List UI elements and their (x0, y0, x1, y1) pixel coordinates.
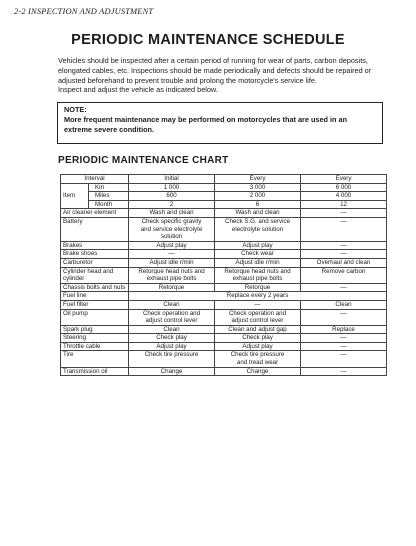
table-row (61, 325, 387, 334)
table-header-row (61, 175, 387, 184)
cell: Change (215, 367, 301, 376)
cell: Retorque (129, 283, 215, 292)
cell: Check play (129, 334, 215, 343)
cell: Clean (129, 325, 215, 334)
cell: — (301, 342, 387, 351)
chart-title: PERIODIC MAINTENANCE CHART (58, 155, 229, 166)
table-row (61, 367, 387, 376)
cell: Wash and clean (215, 209, 301, 218)
cell: Check tire pressure (129, 351, 215, 367)
cell: — (301, 283, 387, 292)
item-cell: Air cleaner element (61, 209, 129, 218)
cell: 4 000 (301, 192, 387, 201)
cell: 2 000 (215, 192, 301, 201)
table-row (61, 309, 387, 325)
page-title: PERIODIC MAINTENANCE SCHEDULE (71, 32, 345, 48)
maintenance-table (60, 174, 387, 376)
col-every-header-2: Every (301, 175, 387, 184)
cell: 6 000 (301, 183, 387, 192)
cell: 12 (301, 200, 387, 209)
table-row (61, 200, 387, 209)
cell: 3 000 (215, 183, 301, 192)
table-row (61, 183, 387, 192)
cell: Check wear (215, 250, 301, 259)
page-header: 2-2 INSPECTION AND ADJUSTMENT (14, 7, 154, 16)
item-cell: Transmission oil (61, 367, 129, 376)
table-row (61, 334, 387, 343)
cell: — (301, 351, 387, 367)
cell: Retorque head nuts and exhaust pipe bolts (129, 267, 215, 283)
table-row (61, 292, 387, 301)
unit-month: Month (89, 200, 129, 209)
cell: Adjust play (215, 342, 301, 351)
table-row (61, 217, 387, 241)
table-row (61, 258, 387, 267)
table-row (61, 300, 387, 309)
item-label: Item (61, 183, 89, 209)
cell: Adjust idle r/min (129, 258, 215, 267)
cell: Clean (301, 300, 387, 309)
cell: Retorque (215, 283, 301, 292)
maintenance-table-body (61, 175, 387, 376)
cell: 6 (215, 200, 301, 209)
item-cell: Brakes (61, 241, 129, 250)
table-row (61, 267, 387, 283)
table-row (61, 351, 387, 367)
item-cell: Throttle cable (61, 342, 129, 351)
table-row (61, 283, 387, 292)
item-cell: Carburetor (61, 258, 129, 267)
cell: — (129, 250, 215, 259)
intro-text-2: Inspect and adjust the vehicle as indicated below. (58, 85, 218, 95)
cell: Check operation and adjust control lever (215, 309, 301, 325)
cell: — (301, 217, 387, 241)
cell: Clean (129, 300, 215, 309)
note-label: NOTE: (64, 105, 87, 114)
item-cell: Oil pump (61, 309, 129, 325)
cell: — (301, 367, 387, 376)
cell: — (301, 250, 387, 259)
item-cell: Fuel line (61, 292, 129, 301)
cell: Wash and clean (129, 209, 215, 218)
cell: Replace (301, 325, 387, 334)
cell: Retorque head nuts and exhaust pipe bolts (215, 267, 301, 283)
item-cell: Tire (61, 351, 129, 367)
cell: Check operation and adjust control lever (129, 309, 215, 325)
unit-km: Km (89, 183, 129, 192)
item-cell: Fuel filter (61, 300, 129, 309)
note-text: More frequent maintenance may be performed on motorcycles that are used in an extreme severe condition. (64, 114, 348, 134)
cell: Adjust play (129, 342, 215, 351)
unit-miles: Miles (89, 192, 129, 201)
cell: Adjust play (129, 241, 215, 250)
intro-text: Vehicles should be inspected after a certain period of running for wear of parts, carbon deposits, elongated cables, etc. Inspections should be made periodically and defects should be repaired or adjusted beforehand to prevent trouble and prolong the motorcycle's service life. (58, 56, 372, 85)
note-box (57, 102, 383, 144)
cell: 1 000 (129, 183, 215, 192)
cell: — (215, 300, 301, 309)
cell: — (301, 334, 387, 343)
col-every-header: Every (215, 175, 301, 184)
cell: Adjust play (215, 241, 301, 250)
table-row (61, 209, 387, 218)
table-row (61, 342, 387, 351)
cell: 2 (129, 200, 215, 209)
cell: — (301, 241, 387, 250)
table-row (61, 250, 387, 259)
cell: Change (129, 367, 215, 376)
cell: Check specific gravity and service electrolyte solution (129, 217, 215, 241)
cell: Clean and adjust gap (215, 325, 301, 334)
cell: Adjust idle r/min (215, 258, 301, 267)
item-cell: Brake shoes (61, 250, 129, 259)
item-cell: Spark plug (61, 325, 129, 334)
col-initial-header: Initial (129, 175, 215, 184)
cell: 600 (129, 192, 215, 201)
cell: Replace every 2 years (129, 292, 387, 301)
interval-header: Interval (61, 175, 129, 184)
table-row (61, 192, 387, 201)
cell: — (301, 209, 387, 218)
cell: — (301, 309, 387, 325)
item-cell: Chassis bolts and nuts (61, 283, 129, 292)
cell: Check play (215, 334, 301, 343)
intro-paragraph (58, 56, 394, 95)
cell: Remove carbon (301, 267, 387, 283)
item-cell: Cylinder head and cylinder (61, 267, 129, 283)
item-cell: Steering (61, 334, 129, 343)
item-cell: Battery (61, 217, 129, 241)
cell: Check S.G. and service electrolyte solution (215, 217, 301, 241)
cell: Check tire pressure and tread wear (215, 351, 301, 367)
table-row (61, 241, 387, 250)
cell: Overhaul and clean (301, 258, 387, 267)
